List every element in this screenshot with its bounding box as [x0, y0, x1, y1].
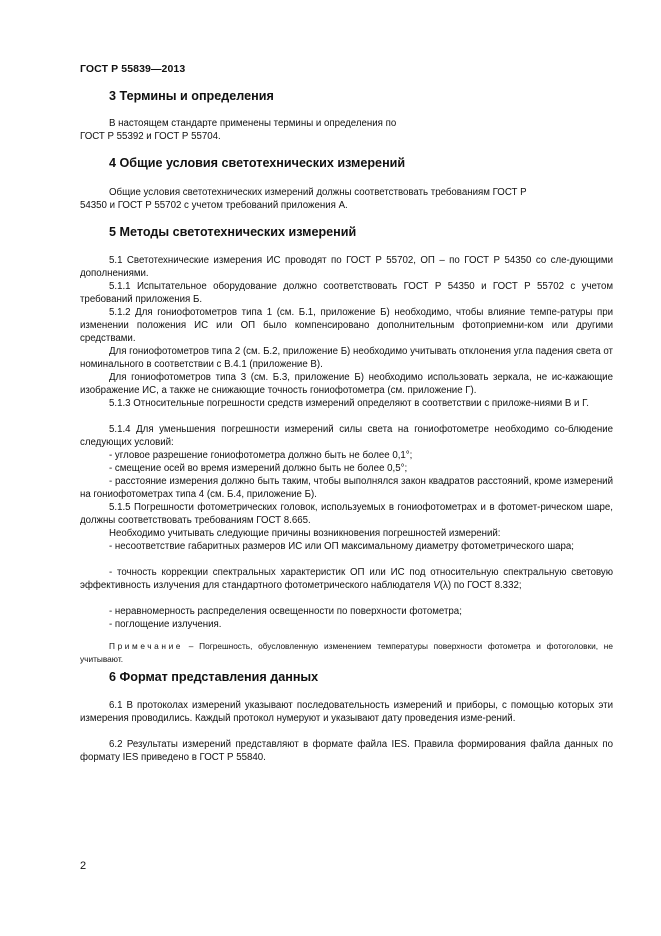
para-6-2: 6.2 Результаты измерений представляют в формате файла IES. Правила формирования файла данных по формату IES приведено в ГОСТ Р 55840. [80, 739, 613, 763]
section-3-title: 3 Термины и определения [109, 89, 274, 103]
para-5-1-1: 5.1.1 Испытательное оборудование должно соответствовать ГОСТ Р 54350 и ГОСТ Р 55702 с учетом требований приложения Б. [80, 281, 613, 305]
para-5-1-5-causes: Необходимо учитывать следующие причины возникновения погрешностей измерений: [109, 528, 501, 539]
section-4-paragraph-cont [80, 199, 613, 212]
para-5-1-4: 5.1.4 Для уменьшения погрешности измерений силы света на гониофотометре необходимо со-блюдение следующих условий: [80, 424, 613, 448]
s4-line-1: Общие условия светотехнических измерений должны соответствовать требованиям ГОСТ Р [109, 187, 527, 198]
para-5-1-2: 5.1.2 Для гониофотометров типа 1 (см. Б.1, приложение Б) необходимо, чтобы влияние темпе-ратуры при изменении положения ИС или ОП было компенсировано дополнительным фотоприемни-ком или другими средствами. [80, 307, 613, 344]
item-2-symbol-v: V [433, 580, 440, 591]
para-5-1-2-type3: Для гониофотометров типа 3 (см. Б.3, приложение Б) необходимо использовать зеркала, не ис-кажающие изображение ИС, а также не снижающие точность гониофотометра (см. приложение Г). [80, 372, 613, 396]
item-2-text-b: (λ) по ГОСТ 8.332; [439, 580, 522, 591]
page-number: 2 [80, 860, 87, 872]
note-label: Примечание [109, 641, 184, 651]
note [80, 640, 613, 665]
para-5-1-4-item-1: - угловое разрешение гониофотометра должно быть не более 0,1°; [109, 450, 413, 461]
para-5-1-4-item-3: - расстояние измерения должно быть таким, чтобы выполнялся закон квадратов расстояний, кроме измерений на гониофотометрах типа 4 (см. Б.4, приложение Б). [80, 476, 613, 500]
section-3-paragraph [80, 117, 613, 130]
para-5-1-3: 5.1.3 Относительные погрешности средств измерений определяют в соответствии с приложе-ниями В и Г. [109, 398, 589, 409]
para-5-1-5: 5.1.5 Погрешности фотометрических головок, используемых в гониофотометрах и в фотомет-рическом шаре, должны соответствовать требованиям ГОСТ 8.665. [80, 502, 613, 526]
section-6-title: 6 Формат представления данных [109, 670, 319, 684]
para-5-1: 5.1 Светотехнические измерения ИС проводят по ГОСТ Р 55702, ОП – по ГОСТ Р 54350 со сле-дующими дополнениями. [80, 255, 613, 279]
para-5-1-5-item-3: - неравномерность распределения освещенности по поверхности фотометра; [109, 606, 462, 617]
s3-line-2: ГОСТ Р 55392 и ГОСТ Р 55704. [80, 131, 221, 142]
s4-line-2: 54350 и ГОСТ Р 55702 с учетом требований приложения А. [80, 200, 348, 211]
note-text: – Погрешность, обусловленную изменением температуры поверхности фотометра и фотоголовки, не учитывают. [80, 641, 613, 664]
section-5-title: 5 Методы светотехнических измерений [109, 225, 357, 239]
item-2-text-a: - точность коррекции спектральных характеристик ОП или ИС под относительную спектральную световую эффективность излучения для стандартного фотометрического наблюдателя [80, 567, 613, 591]
para-5-1-5-item-4: - поглощение излучения. [109, 619, 222, 630]
section-4-title: 4 Общие условия светотехнических измерений [109, 156, 406, 170]
para-5-1-5-item-2 [80, 566, 613, 592]
para-5-1-2-type2: Для гониофотометров типа 2 (см. Б.2, приложение Б) необходимо учитывать отклонения угла падения света от номинального в соответствии с В.4.1 (приложение В). [80, 346, 613, 370]
para-6-1: 6.1 В протоколах измерений указывают последовательность измерений и приборы, с помощью которых эти измерения проводились. Каждый протокол нумеруют и указывают дату проведения изме-рений. [80, 700, 613, 724]
document-code: ГОСТ Р 55839—2013 [80, 63, 186, 75]
section-4-paragraph [80, 186, 613, 199]
s3-line-1: В настоящем стандарте применены термины и определения по [109, 118, 397, 129]
section-3-paragraph-cont [80, 130, 613, 143]
para-5-1-4-item-2: - смещение осей во время измерений должно быть не более 0,5°; [109, 463, 408, 474]
para-5-1-5-item-1: - несоответствие габаритных размеров ИС или ОП максимальному диаметру фотометрического шара; [109, 541, 574, 552]
